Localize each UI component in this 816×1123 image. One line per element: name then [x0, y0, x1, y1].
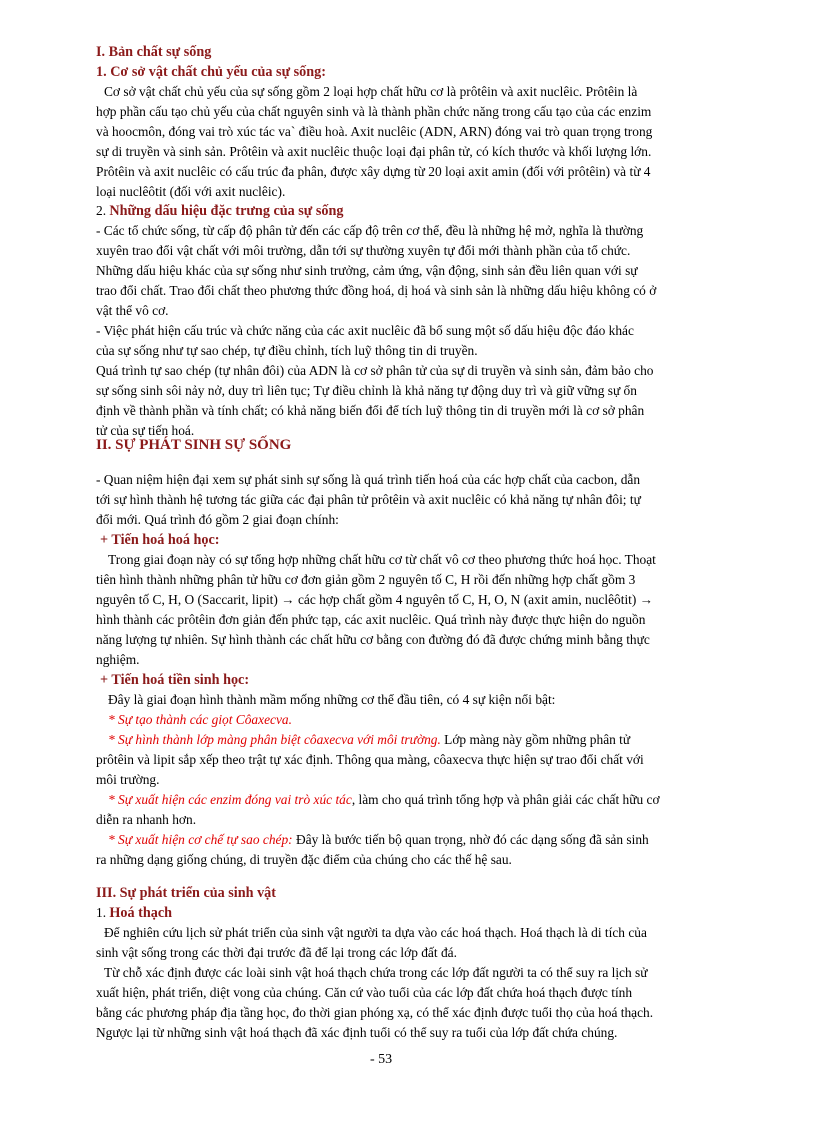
event-4 [108, 830, 649, 850]
paragraph-line: sự di truyền và sinh sản. Prôtêin và axit nuclêic thuộc loại đại phân tử, có kích thước và khối lượng lớn. [96, 144, 652, 159]
paragraph-line: Cơ sở vật chất chủ yếu của sự sống gồm 2 loại hợp chất hữu cơ là prôtêin và axit nuclêic. Prôtêin là [104, 84, 638, 99]
subheading-2-2: + Tiến hoá tiền sinh học: [100, 672, 250, 688]
page-number: - 53 [370, 1052, 393, 1067]
paragraph-line: và hoocmôn, đóng vai trò xúc tác va` điều hoà. Axit nuclêic (ADN, ARN) đóng vai trò quan trọng trong [96, 124, 653, 139]
event-2 [108, 730, 630, 750]
subheading-text: Hoá thạch [109, 905, 173, 921]
paragraph-line: Quá trình tự sao chép (tự nhân đôi) của ADN là cơ sở phân tử của sự di truyền và sinh sản, đảm bảo cho [96, 363, 654, 378]
paragraph-line: nguyên tố C, H, O (Saccarit, lipit) → các hợp chất gồm 4 nguyên tố C, H, O, N (axit amin, nuclêôtit) → [96, 592, 654, 607]
section-heading-3: III. Sự phát triển của sinh vật [96, 885, 276, 901]
paragraph-line: - Quan niệm hiện đại xem sự phát sinh sự sống là quá trình tiến hoá của các hợp chất của cacbon, dẫn [96, 472, 641, 487]
paragraph-line: Từ chỗ xác định được các loài sinh vật hoá thạch chứa trong các lớp đất người ta có thể suy ra lịch sử [104, 965, 648, 980]
paragraph-line: diễn ra nhanh hơn. [96, 812, 197, 827]
paragraph-line: Những dấu hiệu khác của sự sống như sinh trưởng, cảm ứng, vận động, sinh sản đều liên quan với sự [96, 263, 638, 278]
paragraph-line: ra những dạng giống chúng, di truyền đặc điểm của chúng cho các thế hệ sau. [96, 852, 512, 867]
paragraph-line: của sự sống như tự sao chép, tự điều chỉnh, tích luỹ thông tin di truyền. [96, 343, 478, 358]
paragraph-line: sự sống sinh sôi nảy nở, duy trì liên tục; Tự điều chỉnh là khả năng tự động duy trì và giữ vững sự ổn [96, 383, 637, 398]
paragraph-line: môi trường. [96, 772, 160, 787]
paragraph-line: - Các tổ chức sống, từ cấp độ phân tử đến các cấp độ trên cơ thể, đều là những hệ mở, nghĩa là thường [96, 223, 644, 238]
paragraph-line: hình thành các prôtêin đơn giản đến phức tạp, các axit nuclêic. Quá trình này được thực hiện do nguồn [96, 612, 646, 627]
event-4-title: * Sự xuất hiện cơ chế tự sao chép: [108, 832, 293, 847]
subheading-text: Những dấu hiệu đặc trưng của sự sống [109, 203, 344, 219]
event-2-text: Lớp màng này gồm những phân tử [440, 732, 631, 747]
event-4-text: Đây là bước tiến bộ quan trọng, nhờ đó các dạng sống đã sản sinh [292, 832, 649, 847]
event-1: * Sự tạo thành các giọt Côaxecva. [108, 712, 292, 727]
subheading-1-1: 1. Cơ sở vật chất chủ yếu của sự sống: [96, 64, 326, 80]
paragraph-line: xuất hiện, phát triển, diệt vong của chúng. Căn cứ vào tuổi của các lớp đất chứa hoá thạch được tính [96, 985, 633, 1000]
paragraph-line: sinh vật sống trong các thời đại trước đã để lại trong các lớp đất đá. [96, 945, 457, 960]
subheading-3-1 [96, 903, 172, 923]
paragraph-line: loại nuclêôtit (đối với axit nuclêic). [96, 184, 286, 199]
paragraph-line: xuyên trao đổi vật chất với môi trường, dẫn tới sự thường xuyên tự đổi mới thành phần của tổ chức. [96, 243, 631, 258]
paragraph-line: prôtêin và lipit sắp xếp theo trật tự xác định. Thông qua màng, côaxecva thực hiện sự trao đổi chất với [96, 752, 644, 767]
paragraph-line: đổi mới. Quá trình đó gồm 2 giai đoạn chính: [96, 512, 339, 527]
paragraph-line: năng lượng tự nhiên. Sự hình thành các chất hữu cơ bằng con đường đó đã được chứng minh bằng thực [96, 632, 650, 647]
event-3-title: * Sự xuất hiện các enzim đóng vai trò xúc tác [108, 792, 352, 807]
paragraph-line: Trong giai đoạn này có sự tổng hợp những chất hữu cơ từ chất vô cơ theo phương thức hoá học. Thoạt [108, 552, 656, 567]
paragraph-line: trao đổi chất. Trao đổi chất theo phương thức đồng hoá, dị hoá và sinh sản là những dấu hiệu không có ở [96, 283, 657, 298]
paragraph-line: bằng các phương pháp địa tầng học, đo thời gian phóng xạ, có thể xác định được tuổi thọ của hoá thạch. [96, 1005, 654, 1020]
paragraph-line: hợp phần cấu tạo chủ yếu của chất nguyên sinh và là thành phần chức năng trong cấu tạo của các enzim [96, 104, 652, 119]
paragraph-line: tới sự hình thành hệ tương tác giữa các đại phân tử prôtêin và axit nuclêic có khả năng tự nhân đôi; tự [96, 492, 641, 507]
event-3-text: , làm cho quá trình tổng hợp và phân giải các chất hữu cơ [351, 792, 660, 807]
subheading-number: 1. [96, 905, 110, 920]
paragraph-line: vật thể vô cơ. [96, 303, 169, 318]
event-3 [108, 790, 660, 810]
subheading-2-1: + Tiến hoá hoá học: [100, 532, 220, 548]
paragraph-line: Prôtêin và axit nuclêic có cấu trúc đa phân, được xây dựng từ 20 loại axit amin (đối với prôtêin) và từ 4 [96, 164, 651, 179]
event-2-title: * Sự hình thành lớp màng phân biệt côaxecva với môi trường. [108, 732, 441, 747]
section-heading-1: I. Bản chất sự sống [96, 44, 212, 60]
paragraph-line: Đây là giai đoạn hình thành mầm mống những cơ thể đầu tiên, có 4 sự kiện nổi bật: [108, 692, 556, 707]
paragraph-line: tiên hình thành những phân tử hữu cơ đơn giản gồm 2 nguyên tố C, H rồi đến những hợp chất gồm 3 [96, 572, 636, 587]
paragraph-line: Ngược lại từ những sinh vật hoá thạch đã xác định tuổi có thể suy ra tuổi của lớp đất chứa chúng. [96, 1025, 618, 1040]
paragraph-line: định về thành phần và tính chất; có khả năng biến đổi để tích luỹ thông tin di truyền mới là cơ sở phân [96, 403, 645, 418]
subheading-1-2 [96, 201, 343, 221]
paragraph-line: Để nghiên cứu lịch sử phát triển của sinh vật người ta dựa vào các hoá thạch. Hoá thạch là di tích của [104, 925, 647, 940]
subheading-number: 2. [96, 203, 110, 218]
paragraph-line: tử của sự tiến hoá. [96, 423, 195, 438]
section-heading-2: II. SỰ PHÁT SINH SỰ SỐNG [96, 437, 292, 453]
paragraph-line: nghiệm. [96, 652, 140, 667]
paragraph-line: - Việc phát hiện cấu trúc và chức năng của các axit nuclêic đã bổ sung một số dấu hiệu độc đáo khác [96, 323, 634, 338]
